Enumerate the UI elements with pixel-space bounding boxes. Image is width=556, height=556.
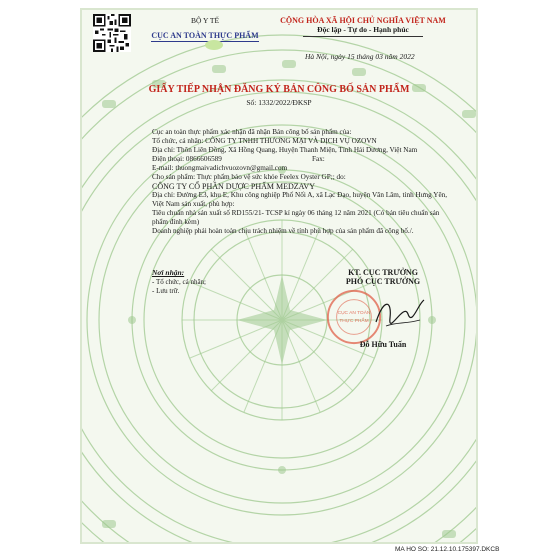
svg-text:THỰC PHẨM: THỰC PHẨM	[339, 318, 369, 324]
intro-line: Cục an toàn thực phẩm xác nhận đã nhận Bản công bố sản phẩm của:	[152, 128, 352, 136]
dossier-code: MA HO SO: 21.12.10.175397.DKCB	[395, 546, 500, 553]
ministry-name: BỘ Y TẾ	[190, 16, 220, 25]
manufacturer-name: CÔNG TY CỔ PHẦN DƯỢC PHẨM MEDZAVY	[152, 182, 315, 191]
recipients-label: Nơi nhận:	[152, 268, 185, 277]
handwritten-signature	[372, 292, 427, 332]
department-name: CỤC AN TOÀN THỰC PHẨM	[151, 31, 259, 40]
document-number: Số: 1332/2022/ĐKSP	[246, 98, 312, 107]
signer-name: Đỗ Hữu Tuấn	[359, 340, 407, 349]
agency-logo-icon	[205, 40, 223, 50]
signature-block	[318, 268, 448, 286]
manufacturer-address: Địa chỉ: Đường E3, khu E, Khu công nghiệp Phố Nối A, xã Lạc Đạo, huyện Văn Lâm, tỉnh Hưng Yên, Việt Nam sản xuất, phù hợp:	[152, 191, 448, 208]
product-line: Cho sản phẩm: Thực phẩm bảo vệ sức khỏe Feelex Oyster GP;; do:	[152, 173, 346, 181]
recipient-item: - Tổ chức, cá nhân;	[152, 278, 207, 286]
document-body	[152, 128, 448, 236]
contact-line	[152, 155, 448, 164]
national-motto: Độc lập - Tự do - Hạnh phúc	[317, 25, 409, 34]
fax-line: Fax:	[312, 155, 325, 163]
recipients-list	[152, 278, 206, 296]
standard-line: Tiêu chuẩn nhà sản xuất số RD155/21- TCSP kí ngày 06 tháng 12 năm 2021 (Có bản tiêu chuẩn sản phẩm đính kèm)	[152, 209, 440, 226]
signer-title-2: PHÓ CỤC TRƯỞNG	[345, 277, 421, 286]
motto-underline	[303, 36, 423, 37]
address-line: Địa chỉ: Thôn Liên Đồng, Xã Hồng Quang, Huyện Thanh Miện, Tỉnh Hải Dương, Việt Nam	[152, 146, 418, 154]
issue-date: Hà Nội, ngày 15 tháng 03 năm 2022	[305, 52, 415, 61]
document-title: GIẤY TIẾP NHẬN ĐĂNG KÝ BẢN CÔNG BỐ SẢN PHẨM	[148, 84, 410, 95]
responsibility-line: Doanh nghiệp phải hoàn toàn chịu trách nhiệm về tính phù hợp của sản phẩm đã công bố./.	[152, 227, 414, 235]
signer-title-1: KT. CỤC TRƯỞNG	[348, 268, 418, 277]
svg-text:CỤC AN TOÀN: CỤC AN TOÀN	[337, 311, 371, 317]
recipient-item: - Lưu trữ.	[152, 287, 180, 295]
qr-code	[93, 14, 131, 52]
national-header	[248, 16, 478, 37]
organization-line: Tổ chức, cá nhân: CÔNG TY TNHH THƯƠNG MẠI VÀ DỊCH VỤ OZOVN	[152, 137, 377, 145]
email-line: E-mail: thuongmaivadichvuozovn@gmail.com	[152, 164, 288, 172]
phone-line: Điện thoại: 0866606589	[152, 155, 222, 163]
country-name: CỘNG HÒA XÃ HỘI CHỦ NGHĨA VIỆT NAM	[280, 16, 446, 25]
